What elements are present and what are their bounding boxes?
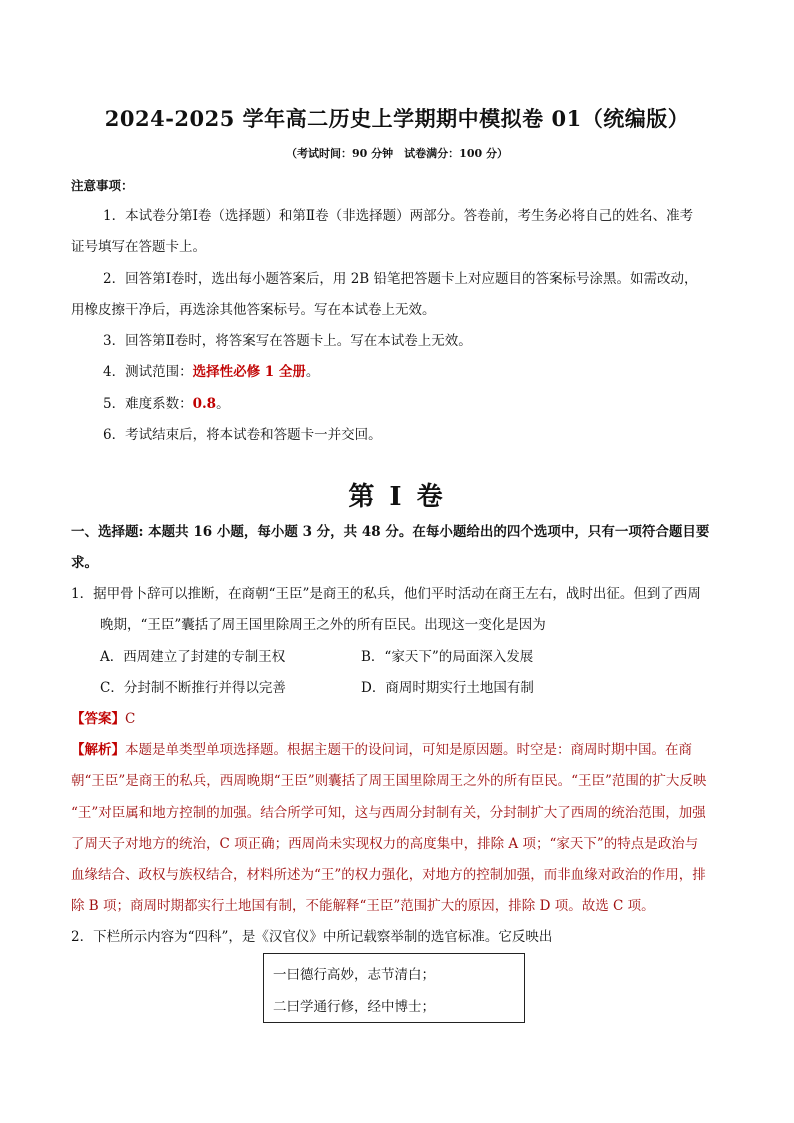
note-line: 3．回答第Ⅱ卷时，将答案写在答题卡上。写在本试卷上无效。 [103,333,472,349]
option-c: C．分封制不断推行并得以完善 [100,680,286,696]
answer-label: 【答案】 [71,711,125,727]
section-title: 第 I 卷 [348,482,446,512]
analysis-line: “王”对臣属和地方控制的加强。结合所学可知，这与西周分封制有关，分封制扩大了西周的统治范围，加强 [71,805,706,821]
note-difficulty-prefix: 5．难度系数： [103,396,193,412]
analysis-line: 了周天子对地方的统治，C 项正确；西周尚未实现权力的高度集中，排除 A 项；“家天下”的特点是政治与 [71,836,699,852]
note-line: 用橡皮擦干净后，再选涂其他答案标号。写在本试卷上无效。 [71,302,436,318]
page-title: 2024-2025 学年高二历史上学期期中模拟卷 01（统编版） [104,106,690,131]
analysis-line: 除 B 项；商周时期都实行土地国有制，不能解释“王臣”范围扩大的原因，排除 D 项。故选 C 项。 [71,898,655,914]
note-scope-suffix: 。 [305,364,320,380]
note-line: 1．本试卷分第Ⅰ卷（选择题）和第Ⅱ卷（非选择题）两部分。答卷前，考生务必将自己的姓名、准考 [103,208,694,224]
answer-value: C [125,711,136,727]
section-instructions: 一、选择题: 本题共 16 小题，每小题 3 分，共 48 分。在每小题给出的四个选项中，只有一项符合题目要 [71,524,710,540]
analysis-line: 血缘结合、政权与族权结合，材料所述为“王”的权力强化，对地方的控制加强，而非血缘对政治的作用，排 [71,867,706,883]
note-line: 证号填写在答题卡上。 [71,239,206,255]
question-stem: 晚期，“王臣”囊括了周王国里除周王之外的所有臣民。出现这一变化是因为 [100,617,546,633]
notes-heading: 注意事项： [71,178,134,193]
analysis-text: 本题是单类型单项选择题。根据主题干的设问词，可知是原因题。时空是：商周时期中国。在商 [125,742,692,758]
note-scope-value: 选择性必修 1 全册 [192,364,306,380]
analysis-label: 【解析】 [71,742,125,758]
answer [71,709,135,729]
option-a: A．西周建立了封建的专制王权 [100,649,286,665]
section-instructions: 求。 [71,555,98,571]
analysis-line: 朝“王臣”是商王的私兵，西周晚期“王臣”则囊括了周王国里除周王之外的所有臣民。“王臣”范围的扩大反映 [71,773,707,789]
note-scope-prefix: 4．测试范围： [103,364,193,380]
note-difficulty-value: 0.8 [192,396,217,412]
exam-info: （考试时间：90 分钟 试卷满分：100 分） [286,147,508,160]
analysis-line [71,740,692,760]
note-line: 2．回答第Ⅰ卷时，选出每小题答案后，用 2B 铅笔把答题卡上对应题目的答案标号涂黑。如需改动， [103,271,698,287]
option-d: D．商周时期实行土地国有制 [361,680,534,696]
option-b: B．“家天下”的局面深入发展 [361,649,534,665]
material-box [263,953,525,1023]
note-scope [103,362,319,382]
question-stem: 2．下栏所示内容为“四科”，是《汉官仪》中所记载察举制的选官标准。它反映出 [71,929,553,945]
note-difficulty-suffix: 。 [216,396,230,412]
question-stem: 1．据甲骨卜辞可以推断，在商朝“王臣”是商王的私兵，他们平时活动在商王左右，战时出征。但到了西周 [71,586,701,602]
material-line: 一曰德行高妙，志节清白； [273,967,435,983]
note-line: 6．考试结束后，将本试卷和答题卡一并交回。 [103,427,382,443]
note-difficulty [103,394,230,414]
material-line: 二曰学通行修，经中博士； [273,999,435,1015]
